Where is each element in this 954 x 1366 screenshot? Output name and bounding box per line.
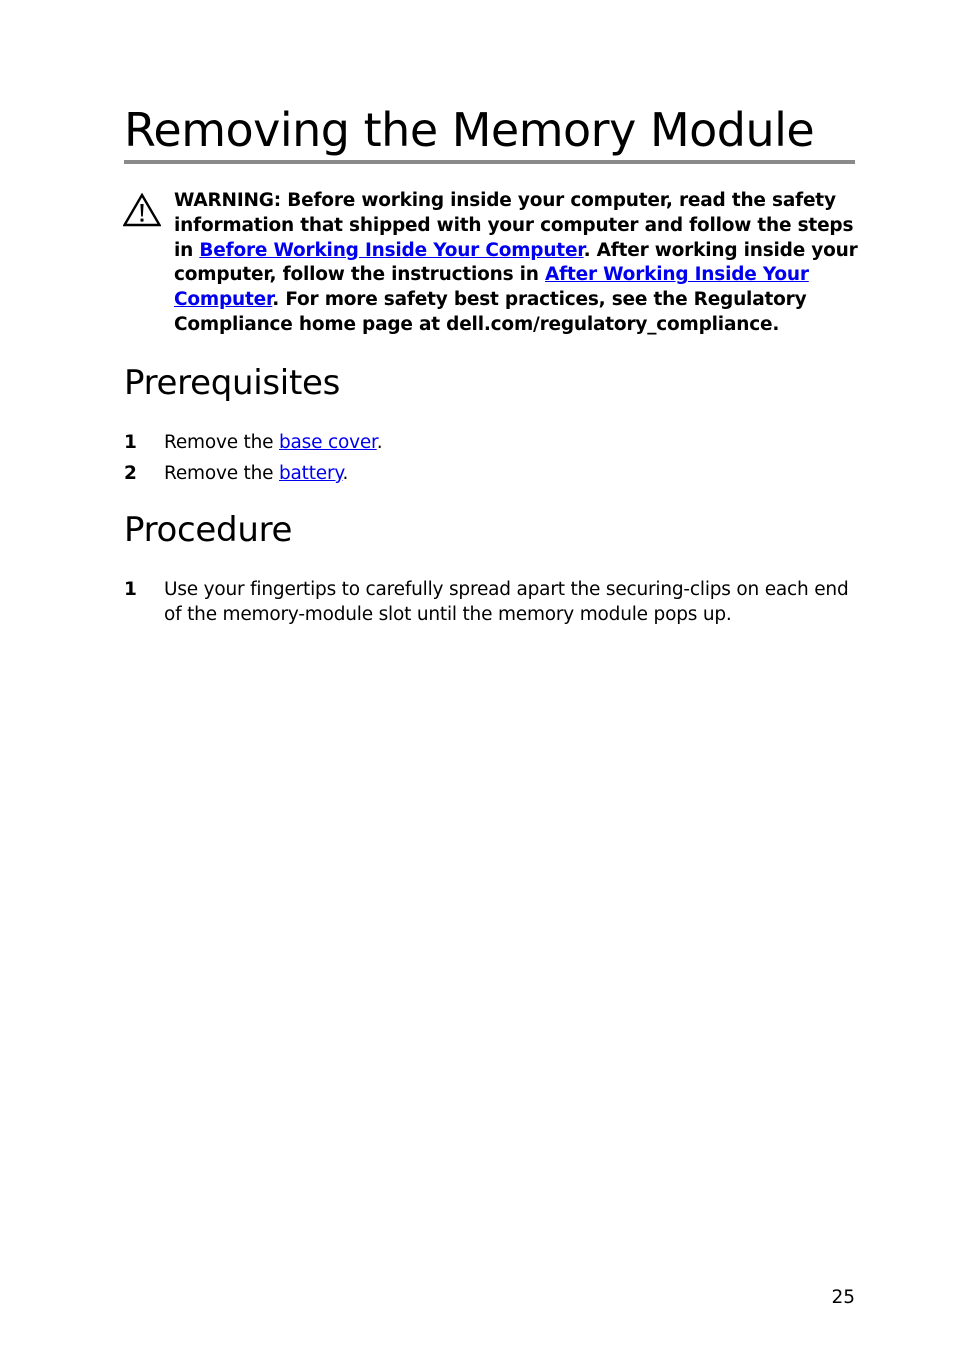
step-text bbox=[164, 430, 864, 455]
title-rule bbox=[124, 160, 855, 164]
step-text bbox=[164, 461, 864, 486]
step-suffix: . bbox=[376, 432, 383, 453]
step-suffix: . bbox=[342, 463, 349, 484]
after-working-link[interactable]: After Working Inside Your Computer bbox=[174, 264, 809, 311]
step-text: Use your fingertips to carefully spread apart the securing-clips on each end of the memory-module slot until the memory module pops up. bbox=[164, 579, 849, 625]
before-working-link[interactable]: Before Working Inside Your Computer bbox=[199, 239, 584, 261]
step-prefix: Remove the bbox=[164, 463, 279, 484]
prerequisite-step bbox=[124, 461, 855, 486]
battery-link[interactable]: battery bbox=[279, 463, 343, 484]
warning-suffix: . For more safety best practices, see the Regulatory Compliance home page at dell.com/regulatory_compliance. bbox=[174, 289, 807, 335]
step-number: 1 bbox=[124, 579, 137, 600]
step-prefix: Remove the bbox=[164, 432, 279, 453]
page-number: 25 bbox=[831, 1287, 855, 1308]
page-title: Removing the Memory Module bbox=[124, 103, 815, 157]
warning-prefix: WARNING: Before working inside your computer, read the safety information that shipped with your computer and follow the steps in bbox=[174, 190, 854, 261]
warning-icon bbox=[123, 193, 161, 227]
step-number: 1 bbox=[124, 432, 137, 453]
prerequisite-step bbox=[124, 430, 855, 455]
warning-middle: . After working inside your computer, follow the instructions in bbox=[174, 239, 858, 286]
base-cover-link[interactable]: base cover bbox=[279, 432, 377, 453]
step-number: 2 bbox=[124, 463, 137, 484]
procedure-step bbox=[124, 577, 855, 627]
procedure-heading: Procedure bbox=[124, 510, 293, 550]
prerequisites-heading: Prerequisites bbox=[124, 363, 341, 403]
warning-text bbox=[174, 189, 864, 338]
